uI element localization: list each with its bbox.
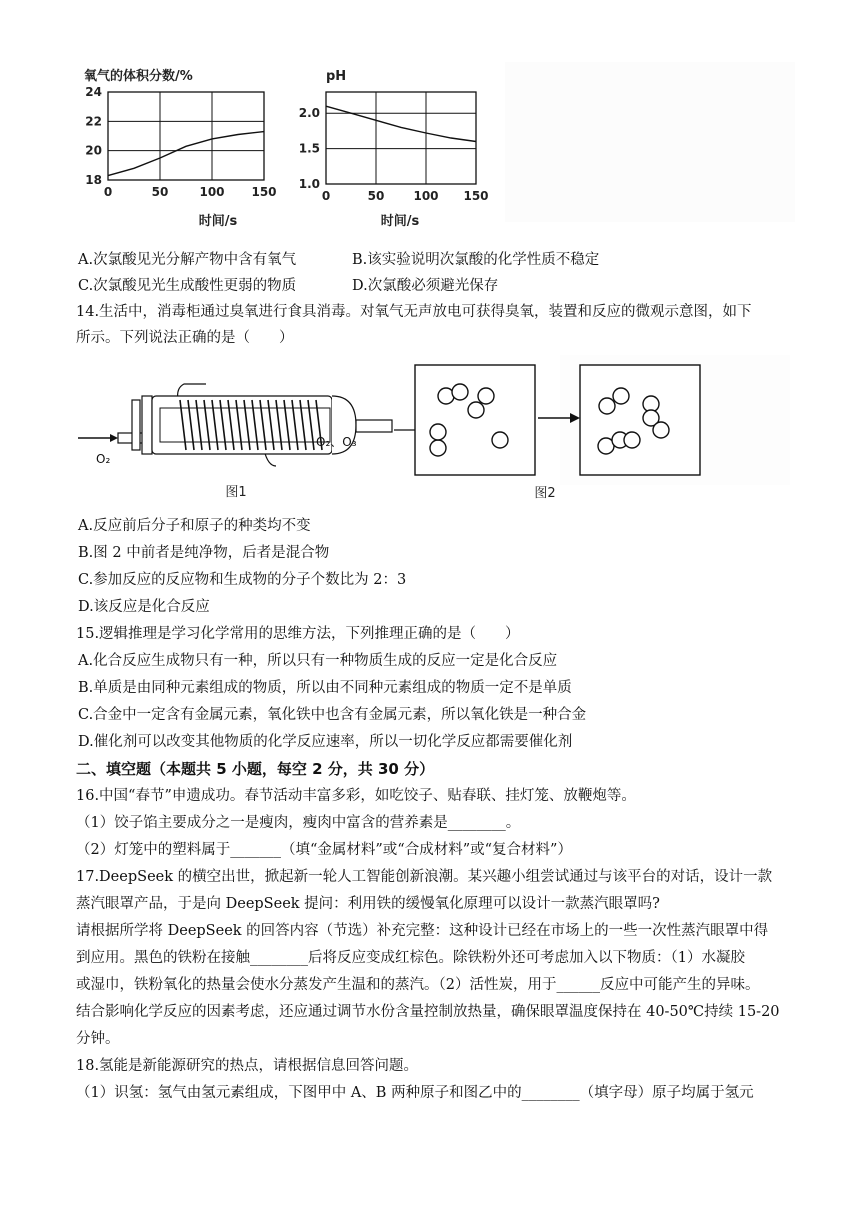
q15-option-d: D.催化剂可以改变其他物质的化学反应速率，所以一切化学反应都需要催化剂 bbox=[78, 734, 573, 750]
chart1-x-tick-label: 0 bbox=[103, 185, 113, 199]
q13-option-b: B.该实验说明次氯酸的化学性质不稳定 bbox=[352, 252, 600, 268]
oxygen-atom bbox=[613, 388, 629, 404]
section2-title: 二、填空题（本题共 5 小题，每空 2 分，共 30 分） bbox=[76, 760, 435, 778]
chart2-x-tick-label: 50 bbox=[367, 189, 385, 203]
q17-line7: 分钟。 bbox=[76, 1031, 120, 1047]
oxygen-atom bbox=[430, 424, 446, 440]
chart1-y-tick-label: 20 bbox=[85, 143, 102, 158]
figure2-molecule-diagram bbox=[410, 360, 710, 505]
q13-option-a: A.次氯酸见光分解产物中含有氧气 bbox=[78, 252, 297, 268]
q15-option-c: C.合金中一定含有金属元素，氧化铁中也含有金属元素，所以氧化铁是一种合金 bbox=[78, 707, 587, 723]
chart1-y-tick-label: 18 bbox=[85, 173, 102, 187]
chart2-series-line bbox=[326, 106, 476, 141]
chart1-ylabel: 氧气的体积分数/% bbox=[84, 69, 193, 84]
q17-line1: 17.DeepSeek 的横空出世，掀起新一轮人工智能创新浪潮。某兴趣小组尝试通过与该平台的对话，设计一款 bbox=[76, 869, 773, 885]
chart2-y-tick-label: 2.0 bbox=[298, 106, 320, 121]
oxygen-atom bbox=[653, 422, 669, 438]
chart2-y-tick-label: 1.0 bbox=[298, 177, 320, 191]
q14-option-d: D.该反应是化合反应 bbox=[78, 599, 210, 615]
q15-option-a: A.化合反应生成物只有一种，所以只有一种物质生成的反应一定是化合反应 bbox=[78, 653, 558, 669]
fig1-o2-inlet-label: O₂ bbox=[96, 452, 111, 466]
chart2-y-tick-label: 1.5 bbox=[298, 141, 320, 156]
q14-option-c: C.参加反应的反应物和生成物的分子个数比为 2：3 bbox=[78, 572, 407, 588]
chart1-x-tick-label: 150 bbox=[251, 185, 277, 199]
chart2-x-tick-label: 0 bbox=[321, 189, 331, 203]
chart1-x-tick-label: 100 bbox=[199, 185, 225, 199]
chart1-plot-frame bbox=[108, 92, 264, 180]
oxygen-atom bbox=[478, 388, 494, 404]
chart1-y-tick-label: 24 bbox=[85, 85, 102, 99]
q13-option-c: C.次氯酸见光生成酸性更弱的物质 bbox=[78, 278, 297, 294]
q16-stem: 16.中国“春节”申遗成功。春节活动丰富多彩，如吃饺子、贴春联、挂灯笼、放鞭炮等。 bbox=[76, 788, 636, 804]
chart1-y-tick-label: 22 bbox=[85, 114, 102, 129]
figure1-label: 图1 bbox=[225, 485, 247, 500]
fig2-after-box bbox=[580, 365, 700, 475]
q18-line2: （1）识氢：氢气由氢元素组成，下图甲中 A、B 两种原子和图乙中的________（填字母）原子均属于氢元 bbox=[76, 1085, 754, 1101]
q14-option-b: B.图 2 中前者是纯净物，后者是混合物 bbox=[78, 545, 330, 561]
q13-option-d: D.次氯酸必须避光保存 bbox=[352, 278, 499, 294]
q15-stem: 15.逻辑推理是学习化学常用的思维方法，下列推理正确的是（ ） bbox=[76, 626, 520, 642]
chart2-x-tick-label: 150 bbox=[463, 189, 489, 203]
chart2-xlabel: 时间/s bbox=[380, 214, 420, 229]
q14-stem-line2: 所示。下列说法正确的是（ ） bbox=[76, 330, 294, 346]
fig1-outlet-label: O₂、O₃ bbox=[316, 435, 357, 449]
q17-line3: 请根据所学将 DeepSeek 的回答内容（节选）补充完整：这种设计已经在市场上的一些一次性蒸汽眼罩中得 bbox=[76, 923, 769, 939]
oxygen-atom bbox=[599, 398, 615, 414]
q16-part2: （2）灯笼中的塑料属于_______（填“金属材料”或“合成材料”或“复合材料”） bbox=[76, 842, 572, 858]
oxygen-atom bbox=[452, 384, 468, 400]
q17-line5: 或湿巾，铁粉氧化的热量会使水分蒸发产生温和的蒸汽。（2）活性炭，用于______反应中可能产生的异味。 bbox=[76, 977, 760, 993]
q17-line4: 到应用。黑色的铁粉在接触________后将反应变成红棕色。除铁粉外还可考虑加入以下物质：（1）水凝胶 bbox=[76, 950, 745, 966]
q17-line6: 结合影响化学反应的因素考虑，还应通过调节水份含量控制放热量，确保眼罩温度保持在 40-50℃持续 15-20 bbox=[76, 1004, 780, 1020]
oxygen-fraction-chart bbox=[76, 62, 296, 232]
chart2-ylabel: pH bbox=[326, 69, 347, 84]
oxygen-atom bbox=[468, 402, 484, 418]
oxygen-atom bbox=[492, 432, 508, 448]
q18-line1: 18.氢能是新能源研究的热点，请根据信息回答问题。 bbox=[76, 1058, 419, 1074]
figure2-label: 图2 bbox=[534, 486, 556, 501]
q14-stem-line1: 14.生活中，消毒柜通过臭氧进行食具消毒。对氧气无声放电可获得臭氧，装置和反应的微观示意图，如下 bbox=[76, 304, 752, 320]
chart2-x-tick-label: 100 bbox=[413, 189, 439, 203]
q14-option-a: A.反应前后分子和原子的种类均不变 bbox=[78, 518, 311, 534]
fig2-before-box bbox=[415, 365, 535, 475]
oxygen-atom bbox=[624, 432, 640, 448]
chart1-series-line bbox=[108, 132, 264, 176]
ph-chart bbox=[290, 62, 505, 232]
q16-part1: （1）饺子馅主要成分之一是瘦肉，瘦肉中富含的营养素是________。 bbox=[76, 815, 521, 831]
chart1-xlabel: 时间/s bbox=[198, 214, 238, 229]
chart1-x-tick-label: 50 bbox=[151, 185, 169, 199]
q17-line2: 蒸汽眼罩产品，于是向 DeepSeek 提问：利用铁的缓慢氧化原理可以设计一款蒸汽眼罩吗? bbox=[76, 896, 660, 912]
oxygen-atom bbox=[430, 440, 446, 456]
q15-option-b: B.单质是由同种元素组成的物质，所以由不同种元素组成的物质一定不是单质 bbox=[78, 680, 572, 696]
